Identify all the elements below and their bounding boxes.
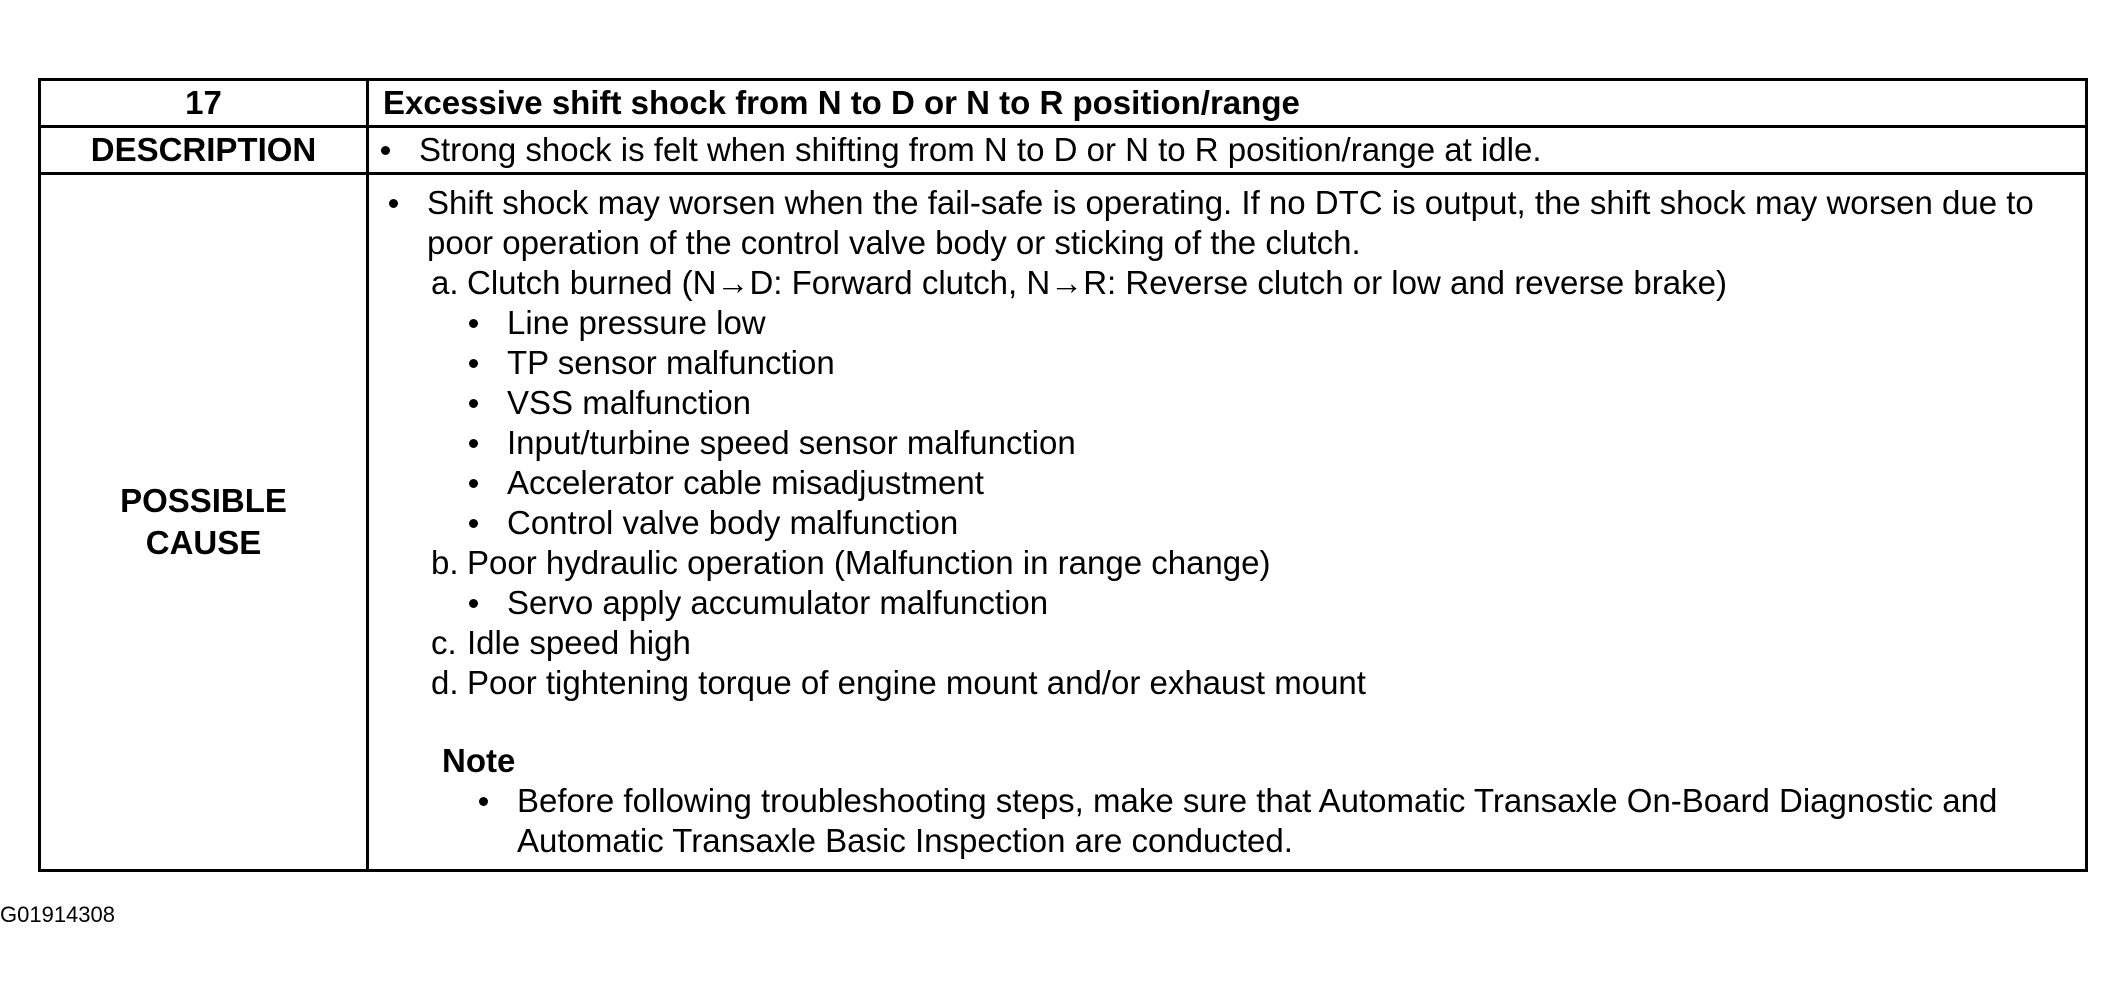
description-item <box>379 130 2075 170</box>
title-row <box>40 80 2087 127</box>
cause-item-text: Control valve body malfunction <box>507 504 959 541</box>
cause-a-item <box>467 343 2075 383</box>
note-text: Before following troubleshooting steps, make sure that Automatic Transaxle On-Board Diagnostic and Automatic Transaxle Basic Inspection are conducted. <box>517 782 1998 859</box>
figure-code: G01914308 <box>0 902 115 927</box>
cause-b <box>431 543 2075 583</box>
bullet-icon <box>467 303 489 343</box>
bullet-icon <box>477 781 499 821</box>
cause-item-text: TP sensor malfunction <box>507 344 835 381</box>
description-cell <box>368 127 2087 174</box>
cause-a <box>431 263 2075 303</box>
cause-a-item <box>467 383 2075 423</box>
cause-intro-item <box>387 183 2075 263</box>
possible-cause-label <box>40 174 368 871</box>
cause-item-text: Accelerator cable misadjustment <box>507 464 984 501</box>
cause-letter: c. <box>431 624 457 661</box>
bullet-icon <box>467 503 489 543</box>
cause-text: Clutch burned (N→D: Forward clutch, N→R: Reverse clutch or low and reverse brake) <box>467 264 1727 301</box>
possible-cause-row <box>40 174 2087 871</box>
cause-a-item <box>467 303 2075 343</box>
cause-letter: d. <box>431 664 459 701</box>
cause-text: Poor tightening torque of engine mount and/or exhaust mount <box>467 664 1366 701</box>
symptom-title: Excessive shift shock from N to D or N to R position/range <box>368 80 2087 127</box>
bullet-icon <box>467 383 489 423</box>
possible-cause-label-line1: POSSIBLE <box>120 482 287 519</box>
note-title: Note <box>442 742 516 779</box>
possible-cause-cell <box>368 174 2087 871</box>
cause-text: Poor hydraulic operation (Malfunction in range change) <box>467 544 1271 581</box>
note-item <box>477 781 2075 861</box>
cause-a-item <box>467 463 2075 503</box>
bullet-icon <box>379 130 401 170</box>
cause-item-text: Line pressure low <box>507 304 766 341</box>
cause-text: Idle speed high <box>467 624 691 661</box>
row-number: 17 <box>40 80 368 127</box>
possible-cause-label-line2: CAUSE <box>145 524 262 561</box>
bullet-icon <box>467 463 489 503</box>
cause-d <box>431 663 2075 703</box>
cause-item-text: Servo apply accumulator malfunction <box>507 584 1049 621</box>
description-row <box>40 127 2087 174</box>
cause-letter: b. <box>431 544 459 581</box>
description-text: Strong shock is felt when shifting from N to D or N to R position/range at idle. <box>419 131 1542 168</box>
bullet-icon <box>467 343 489 383</box>
description-label: DESCRIPTION <box>40 127 368 174</box>
cause-item-text: Input/turbine speed sensor malfunction <box>507 424 1076 461</box>
cause-item-text: VSS malfunction <box>507 384 751 421</box>
cause-b-item <box>467 583 2075 623</box>
cause-a-item <box>467 423 2075 463</box>
troubleshooting-table <box>38 78 2088 872</box>
bullet-icon <box>387 183 409 223</box>
cause-intro-text: Shift shock may worsen when the fail-safe is operating. If no DTC is output, the shift shock may worsen due to poor operation of the control valve body or sticking of the clutch. <box>427 184 2034 261</box>
bullet-icon <box>467 583 489 623</box>
cause-letter: a. <box>431 264 459 301</box>
cause-a-item <box>467 503 2075 543</box>
bullet-icon <box>467 423 489 463</box>
cause-c <box>431 623 2075 663</box>
